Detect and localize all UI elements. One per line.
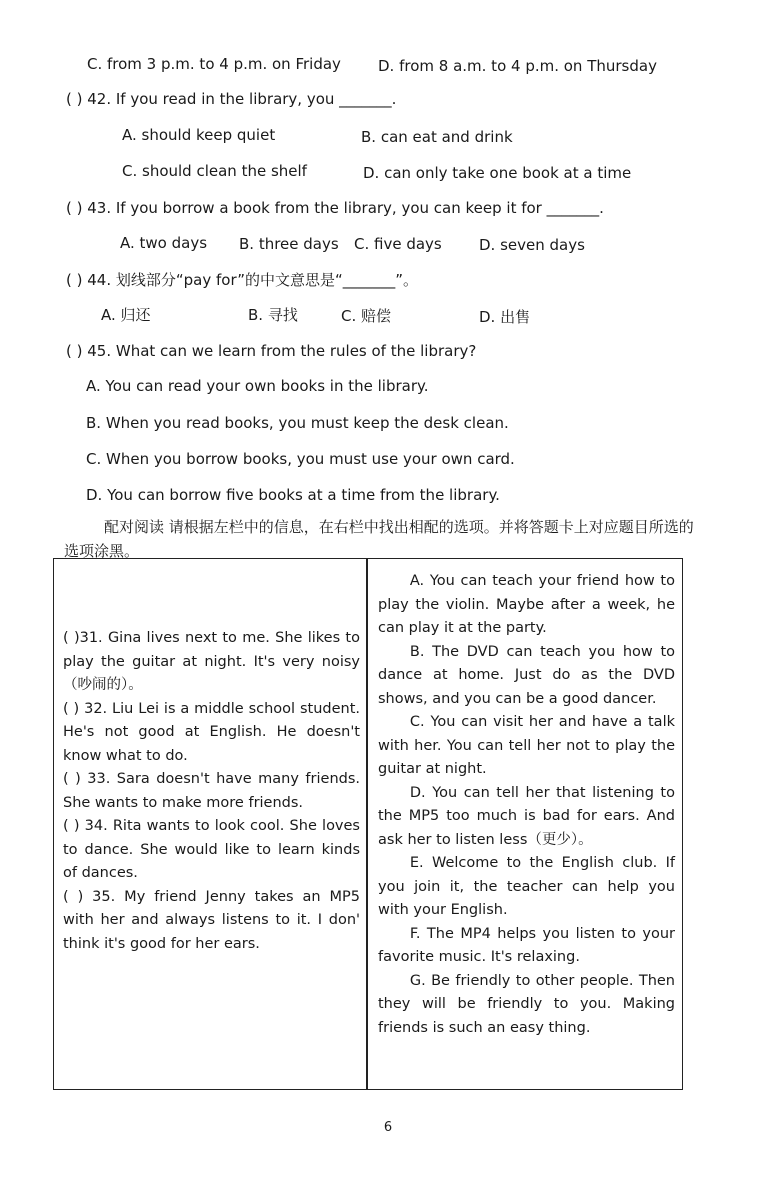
left-column — [63, 627, 360, 956]
table-divider — [366, 558, 368, 1090]
right-option-a: A. You can teach your friend how to play the violin. Maybe after a week, he can play it at the party. — [378, 573, 675, 636]
q45-stem: ( ) 45. What can we learn from the rules of the library? — [66, 342, 477, 360]
q44-option-a: A. 归还 — [101, 306, 151, 324]
page-number: 6 — [383, 1120, 393, 1135]
q43-option-d: D. seven days — [479, 236, 585, 254]
q45-option-c: C. When you borrow books, you must use your own card. — [86, 450, 515, 468]
left-item-35: ( ) 35. My friend Jenny takes an MP5 with her and always listens to it. I don' think it's good for her ears. — [63, 888, 360, 952]
q42-stem: ( ) 42. If you read in the library, you _______. — [66, 90, 397, 108]
right-option-b: B. The DVD can teach you how to dance at home. Just do as the DVD shows, and you can be a good dancer. — [378, 643, 675, 707]
q44-stem: ( ) 44. 划线部分“pay for”的中文意思是“_______”。 — [66, 271, 419, 289]
right-option-d: D. You can tell her that listening to the MP5 too much is bad for ears. And ask her to listen less（更少）。 — [378, 784, 675, 848]
right-option-f: F. The MP4 helps you listen to your favorite music. It's relaxing. — [378, 925, 675, 965]
q41-option-d: D. from 8 a.m. to 4 p.m. on Thursday — [378, 57, 657, 75]
q43-option-c: C. five days — [354, 235, 442, 253]
left-item-32: ( ) 32. Liu Lei is a middle school student. He's not good at English. He doesn't know what to do. — [63, 700, 360, 764]
left-item-31: ( )31. Gina lives next to me. She likes to play the guitar at night. It's very noisy（吵闹的）。 — [63, 630, 360, 693]
q45-option-a: A. You can read your own books in the library. — [86, 377, 429, 395]
q43-option-a: A. two days — [120, 234, 208, 252]
left-item-34: ( ) 34. Rita wants to look cool. She loves to dance. She would like to learn kinds of dances. — [63, 818, 360, 881]
matching-instructions: 配对阅读 请根据左栏中的信息，在右栏中找出相配的选项。并将答题卡上对应题目所选的选项涂黑。 — [64, 518, 694, 560]
q42-option-d: D. can only take one book at a time — [363, 164, 632, 182]
q44-option-b: B. 寻找 — [248, 306, 298, 324]
left-item-33: ( ) 33. Sara doesn't have many friends. She wants to make more friends. — [63, 771, 360, 811]
right-option-c: C. You can visit her and have a talk with her. You can tell her not to play the guitar at night. — [378, 714, 675, 777]
q42-option-b: B. can eat and drink — [361, 128, 513, 146]
q45-option-d: D. You can borrow five books at a time from the library. — [86, 486, 500, 504]
q45-option-b: B. When you read books, you must keep the desk clean. — [86, 414, 509, 432]
right-option-g: G. Be friendly to other people. Then they will be friendly to you. Making friends is such an easy thing. — [378, 972, 675, 1036]
right-column — [378, 570, 675, 1040]
q44-option-d: D. 出售 — [479, 308, 531, 326]
q42-option-a: A. should keep quiet — [122, 126, 276, 144]
q43-stem: ( ) 43. If you borrow a book from the library, you can keep it for _______. — [66, 199, 604, 217]
right-option-e: E. Welcome to the English club. If you join it, the teacher can help you with your English. — [378, 855, 675, 918]
q41-option-c: C. from 3 p.m. to 4 p.m. on Friday — [87, 55, 341, 73]
q42-option-c: C. should clean the shelf — [122, 162, 307, 180]
q43-option-b: B. three days — [239, 235, 339, 253]
q44-option-c: C. 赔偿 — [341, 307, 392, 325]
